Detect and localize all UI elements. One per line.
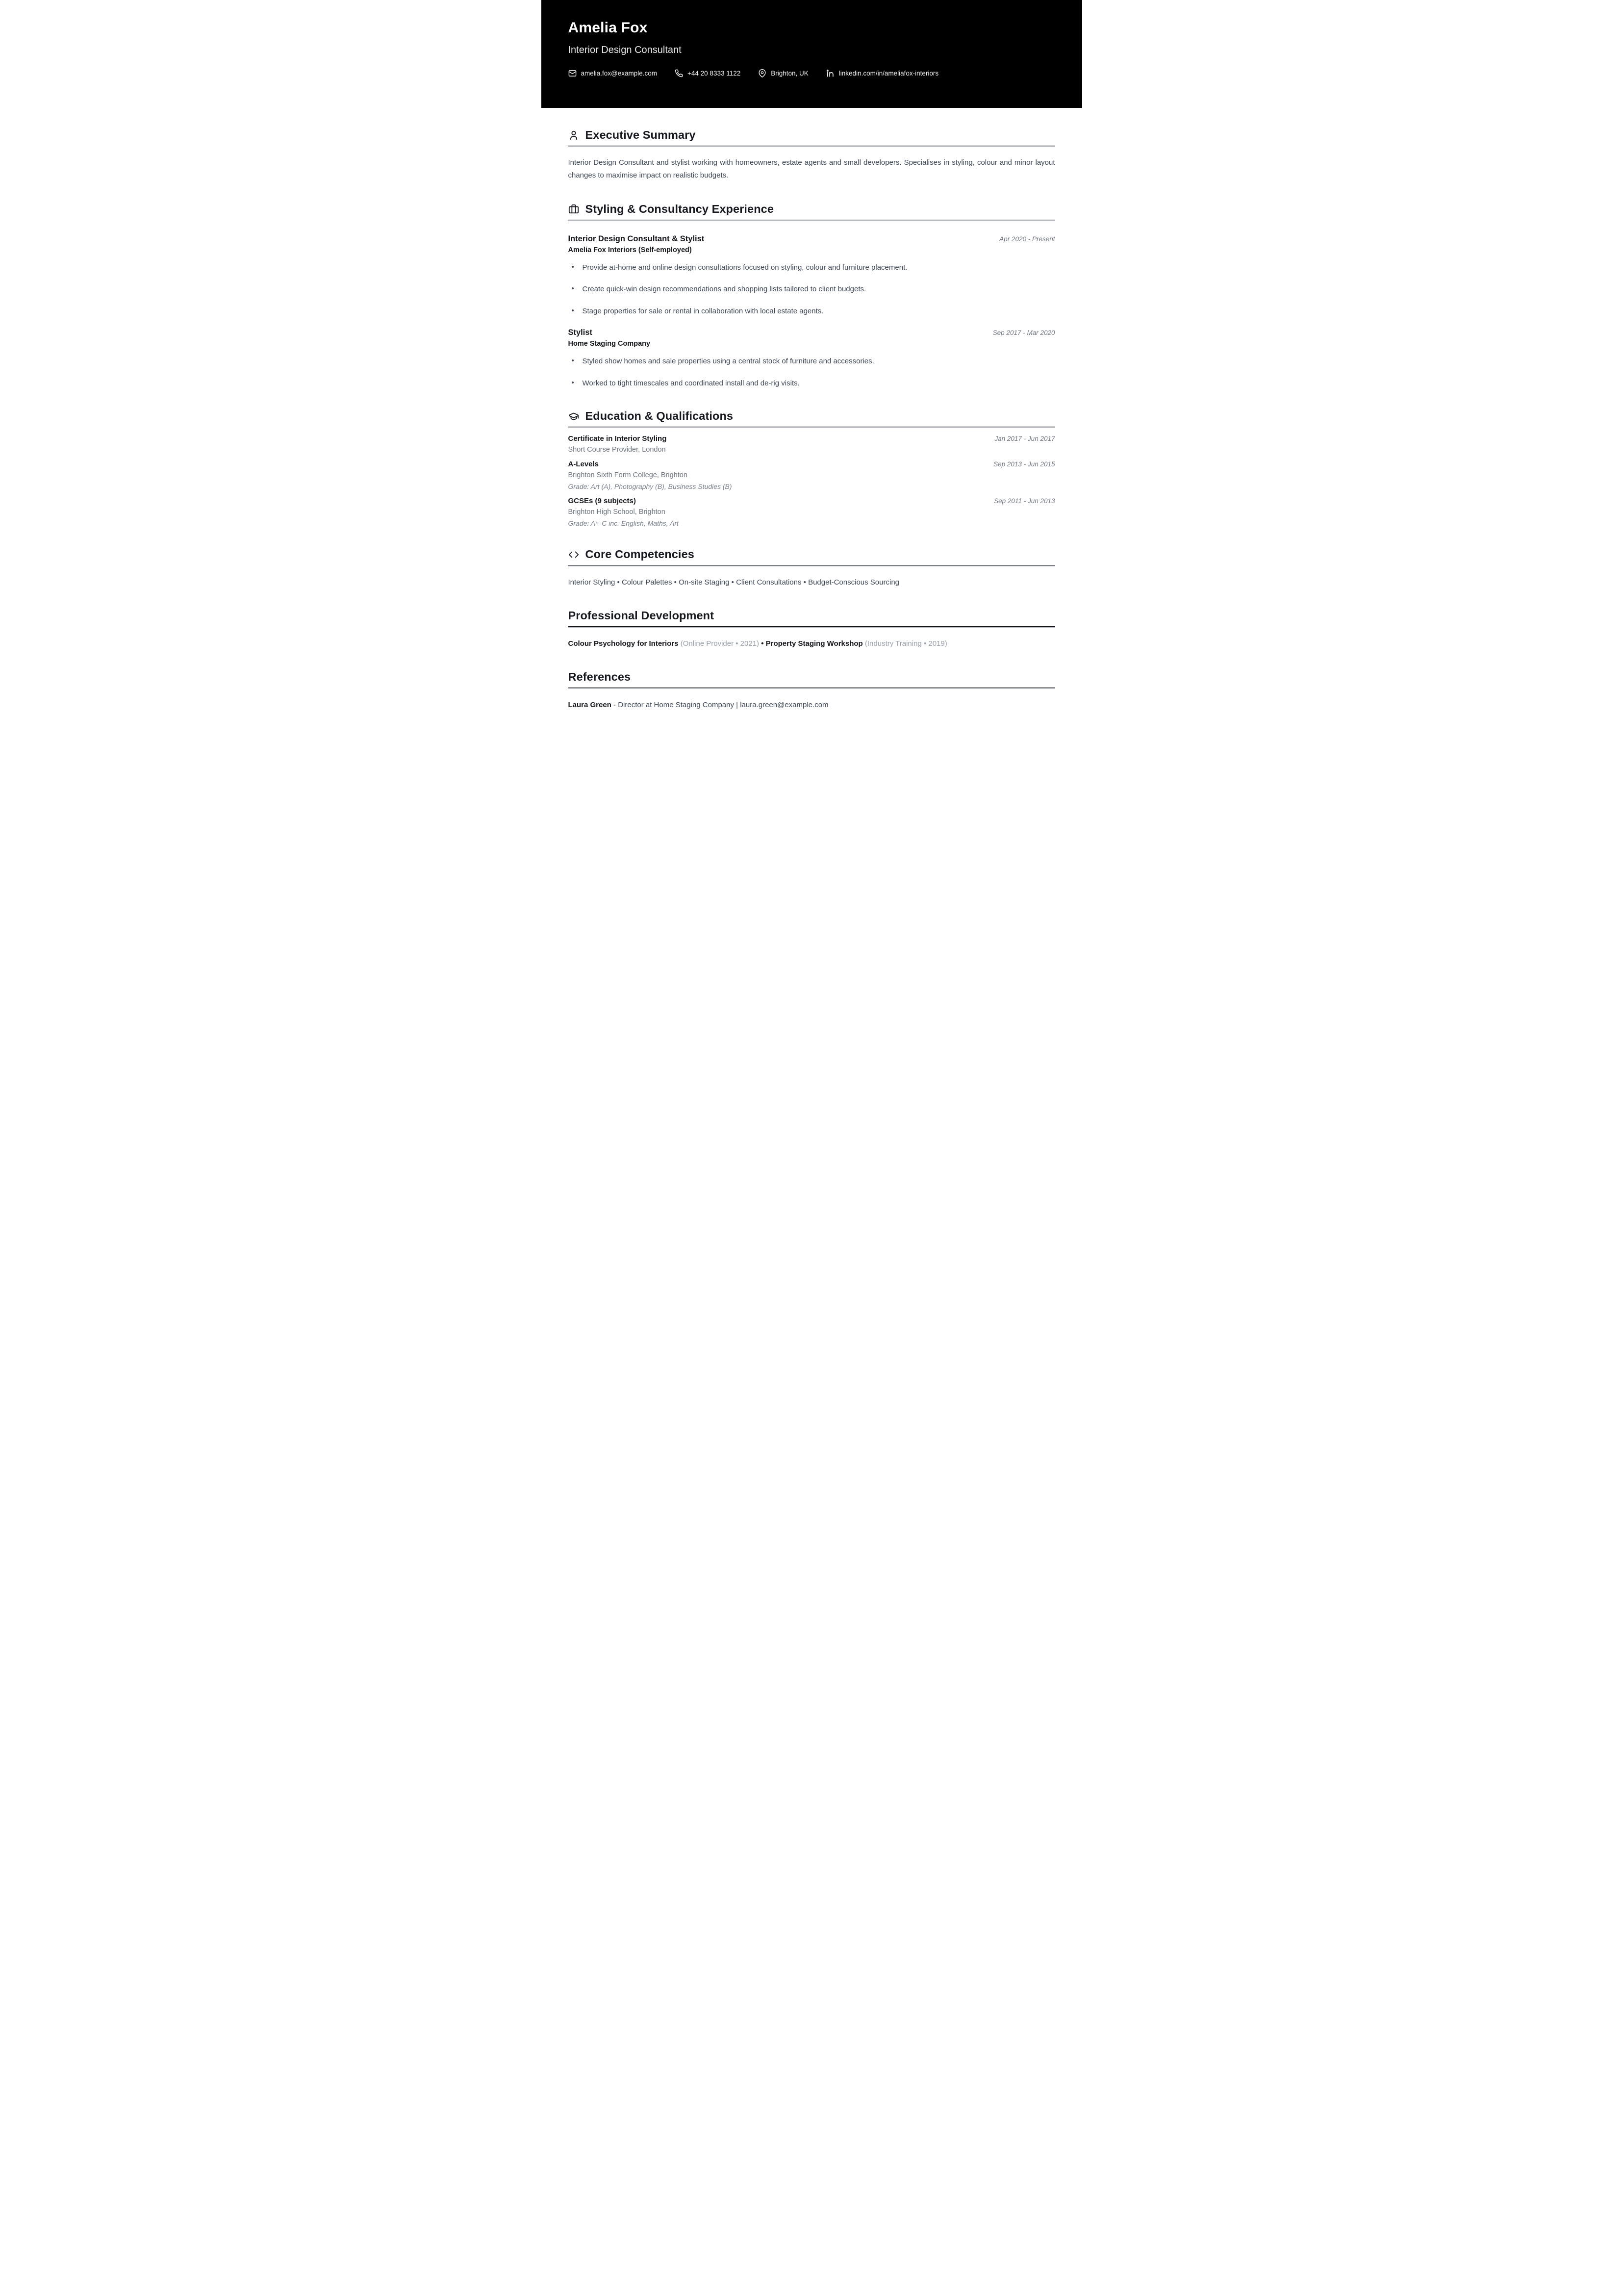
header <box>541 0 1082 108</box>
education-school: Brighton Sixth Form College, Brighton <box>568 471 687 480</box>
development-course-meta: (Industry Training • 2019) <box>864 639 947 648</box>
job-header <box>568 328 1055 337</box>
contact-location-text: Brighton, UK <box>771 70 809 77</box>
contact-phone-text: +44 20 8333 1122 <box>687 70 741 77</box>
section-divider <box>568 427 1055 428</box>
education-dates: Sep 2013 - Jun 2015 <box>993 460 1055 468</box>
education-header <box>568 434 1055 443</box>
graduation-cap-icon <box>568 411 579 422</box>
contact-email[interactable] <box>568 69 658 77</box>
development-line <box>568 638 1055 650</box>
phone-icon <box>675 69 683 77</box>
education-header <box>568 497 1055 505</box>
job-entry <box>568 328 1055 389</box>
user-icon <box>568 130 579 141</box>
section-title: Styling & Consultancy Experience <box>585 202 774 215</box>
section-divider <box>568 626 1055 628</box>
mail-icon <box>568 69 577 77</box>
competencies-text: Interior Styling • Colour Palettes • On-site Staging • Client Consultations • Budget-Conscious Sourcing <box>568 578 900 587</box>
section-title: Education & Qualifications <box>585 409 734 423</box>
education-degree: A-Levels <box>568 460 599 469</box>
section-divider <box>568 146 1055 147</box>
section-header <box>568 548 1055 561</box>
person-name: Amelia Fox <box>568 20 648 36</box>
section-header <box>568 670 1055 684</box>
section-core-competencies <box>568 548 1055 588</box>
section-title: Executive Summary <box>585 128 696 141</box>
education-grade: Grade: A*–C inc. English, Maths, Art <box>568 519 679 528</box>
education-school: Brighton High School, Brighton <box>568 508 665 516</box>
section-education <box>568 409 1055 527</box>
job-dates: Sep 2017 - Mar 2020 <box>992 329 1055 337</box>
reference-detail: - Director at Home Staging Company | laura.green@example.com <box>613 701 829 710</box>
section-header <box>568 128 1055 142</box>
development-separator: • <box>761 639 764 648</box>
linkedin-icon <box>826 69 835 77</box>
development-course-name: Colour Psychology for Interiors <box>568 639 679 648</box>
education-school: Short Course Provider, London <box>568 446 666 454</box>
reference-name: Laura Green <box>568 701 611 710</box>
section-header <box>568 609 1055 622</box>
section-experience <box>568 203 1055 389</box>
job-bullets <box>568 356 1055 389</box>
education-header <box>568 460 1055 468</box>
section-divider <box>568 565 1055 566</box>
contact-location <box>758 69 809 77</box>
section-professional-development <box>568 609 1055 650</box>
section-divider <box>568 688 1055 689</box>
section-title: Professional Development <box>568 609 714 622</box>
job-title: Interior Design Consultant & Stylist <box>568 234 705 243</box>
section-divider <box>568 220 1055 221</box>
education-entry <box>568 434 1055 454</box>
job-dates: Apr 2020 - Present <box>999 235 1055 243</box>
bullet-item: • Worked to tight timescales and coordinated install and de-rig visits. <box>568 378 1055 389</box>
map-pin-icon <box>758 69 766 77</box>
bullet-item: • Create quick-win design recommendations and shopping lists tailored to client budgets. <box>568 284 1055 295</box>
education-degree: Certificate in Interior Styling <box>568 434 667 443</box>
education-entry <box>568 460 1055 490</box>
contact-email-text: amelia.fox@example.com <box>581 70 658 77</box>
job-header <box>568 234 1055 244</box>
section-title: Core Competencies <box>585 548 694 561</box>
job-bullets <box>568 262 1055 317</box>
bullet-item: • Styled show homes and sale properties using a central stock of furniture and accessories. <box>568 356 1055 367</box>
resume-page <box>541 0 1082 765</box>
summary-text: Interior Design Consultant and stylist working with homeowners, estate agents and small developers. Specialises in styling, colour and minor layout changes to maximise impact on realistic budgets. <box>568 158 1055 179</box>
contact-linkedin-text: linkedin.com/in/ameliafox-interiors <box>838 70 939 77</box>
job-entry <box>568 234 1055 317</box>
briefcase-icon <box>568 204 579 214</box>
job-company: Home Staging Company <box>568 340 651 348</box>
job-title: Stylist <box>568 328 593 337</box>
section-references <box>568 670 1055 711</box>
contact-phone[interactable] <box>675 69 740 77</box>
section-header <box>568 409 1055 423</box>
contact-row <box>568 69 1055 77</box>
code-icon <box>568 549 579 560</box>
education-dates: Sep 2011 - Jun 2013 <box>994 497 1055 505</box>
bullet-item: • Provide at-home and online design consultations focused on styling, colour and furniture placement. <box>568 262 1055 274</box>
person-job-title: Interior Design Consultant <box>568 45 682 55</box>
contact-linkedin[interactable] <box>826 69 938 77</box>
resume-body <box>541 128 1082 731</box>
education-grade: Grade: Art (A), Photography (B), Business Studies (B) <box>568 483 732 491</box>
education-dates: Jan 2017 - Jun 2017 <box>994 435 1055 443</box>
section-executive-summary <box>568 128 1055 182</box>
job-company: Amelia Fox Interiors (Self-employed) <box>568 246 692 254</box>
bullet-item: • Stage properties for sale or rental in collaboration with local estate agents. <box>568 306 1055 317</box>
development-course-name: Property Staging Workshop <box>765 639 863 648</box>
section-header <box>568 203 1055 216</box>
education-entry <box>568 497 1055 527</box>
section-title: References <box>568 670 631 684</box>
reference-line <box>568 699 1055 711</box>
development-course-meta: (Online Provider • 2021) <box>680 639 760 648</box>
education-degree: GCSEs (9 subjects) <box>568 497 636 506</box>
